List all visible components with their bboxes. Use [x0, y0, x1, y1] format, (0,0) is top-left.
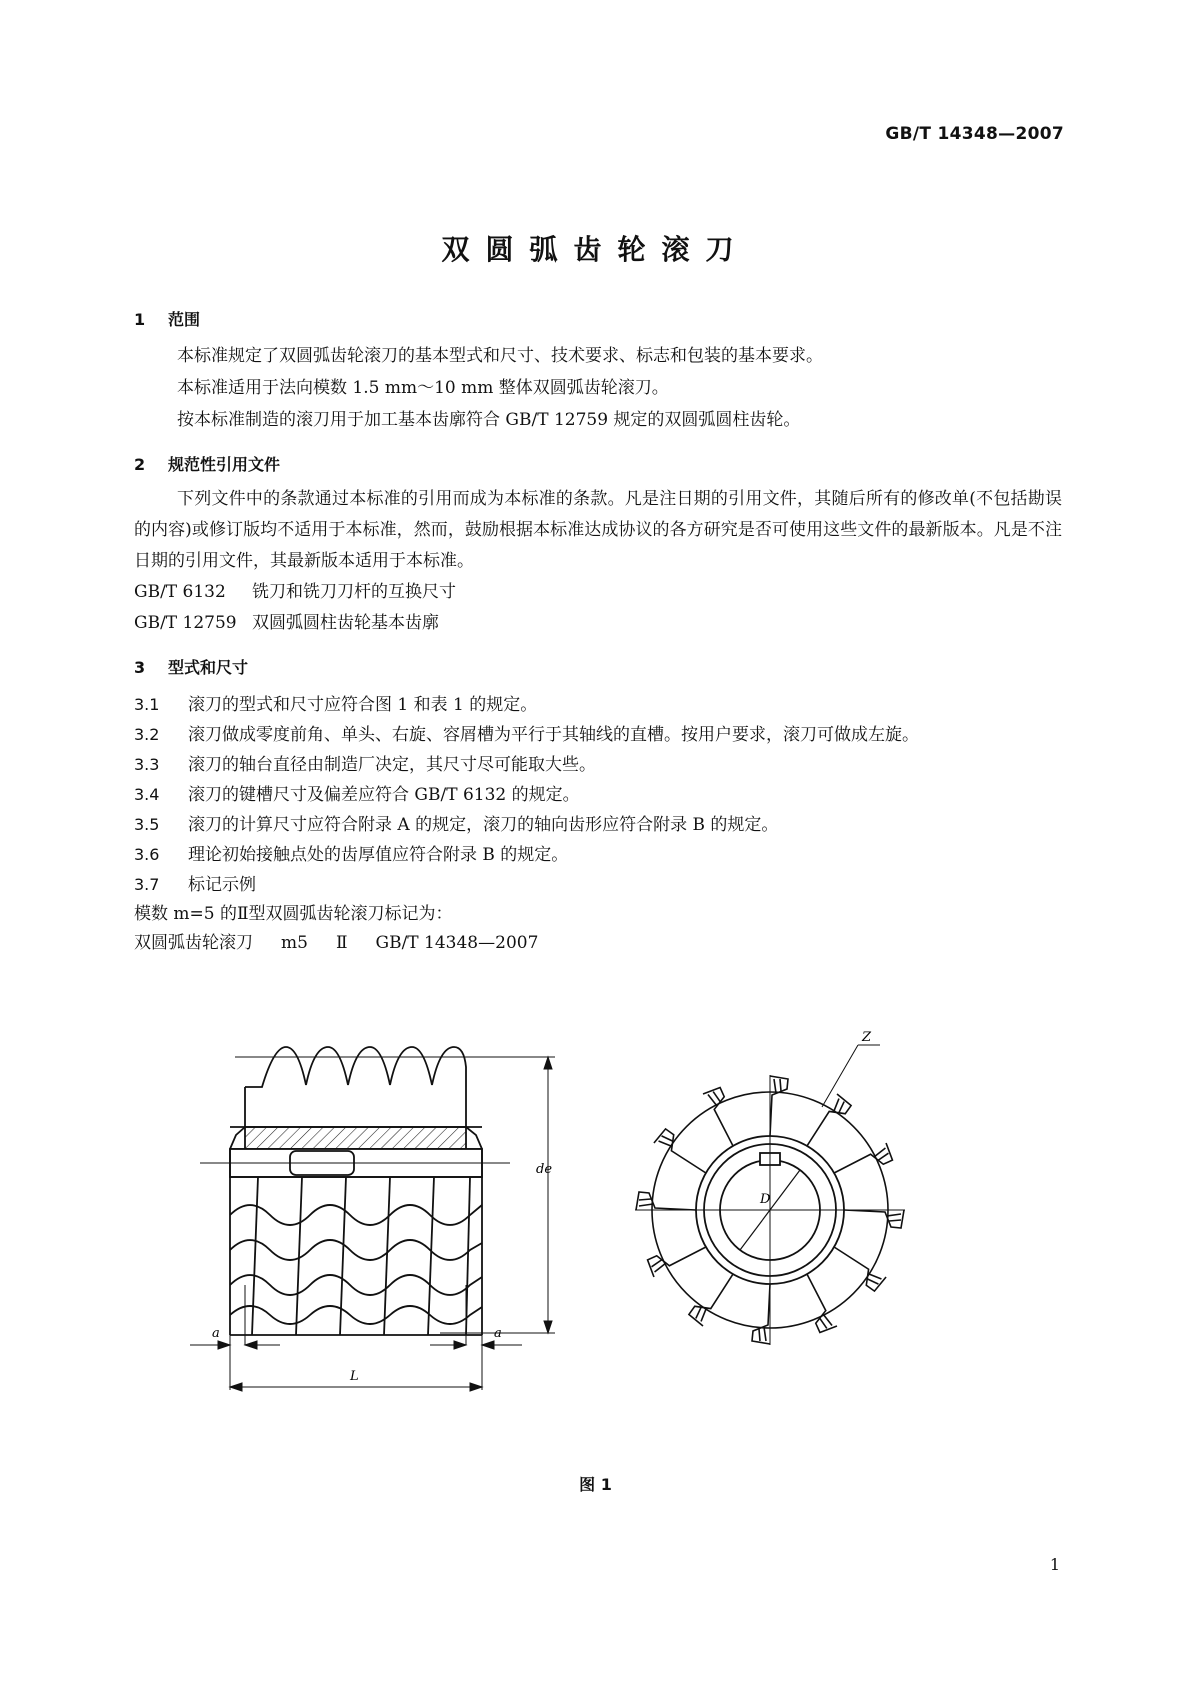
- clause-text: 滚刀的计算尺寸应符合附录 A 的规定，滚刀的轴向齿形应符合附录 B 的规定。: [188, 815, 779, 835]
- clause-number: 3.3: [134, 755, 160, 774]
- reference-title: 铣刀和铣刀刀杆的互换尺寸: [252, 582, 456, 602]
- section-1-body: [134, 340, 1062, 436]
- section-title: 型式和尺寸: [168, 658, 249, 677]
- figure-1-hob-drawing: [190, 1030, 1010, 1465]
- marking-example-intro: 模数 m=5 的Ⅱ型双圆弧齿轮滚刀标记为：: [134, 904, 453, 924]
- clause: [134, 690, 1062, 720]
- clause: [134, 780, 1062, 810]
- clause: [134, 840, 1062, 870]
- section-2-heading: [134, 452, 280, 475]
- clause-text: 滚刀的型式和尺寸应符合图 1 和表 1 的规定。: [188, 695, 538, 715]
- label-L: L: [350, 1369, 359, 1384]
- section-3-body: [134, 690, 1062, 958]
- marking-module: m5: [281, 933, 308, 953]
- label-D: D: [760, 1192, 771, 1207]
- section-number: 3: [134, 658, 146, 677]
- clause-text: 滚刀的键槽尺寸及偏差应符合 GB/T 6132 的规定。: [188, 785, 580, 805]
- standard-number: GB/T 14348—2007: [885, 124, 1064, 144]
- clause-text: 理论初始接触点处的齿厚值应符合附录 B 的规定。: [188, 845, 569, 865]
- label-de: de: [536, 1162, 553, 1177]
- marking-standard: GB/T 14348—2007: [375, 933, 539, 953]
- paragraph: 本标准规定了双圆弧齿轮滚刀的基本型式和尺寸、技术要求、标志和包装的基本要求。: [177, 346, 823, 366]
- marking-type: Ⅱ: [335, 933, 348, 953]
- hob-side-view: [230, 1047, 482, 1335]
- reference-item: [134, 577, 1062, 608]
- clause: [134, 720, 1062, 750]
- label-Z: Z: [862, 1030, 872, 1045]
- label-a-left: a: [212, 1326, 220, 1341]
- clause-number: 3.6: [134, 845, 160, 864]
- marking-example: [134, 929, 1062, 958]
- section-2-body: [134, 484, 1062, 639]
- reference-title: 双圆弧圆柱齿轮基本齿廓: [252, 613, 439, 633]
- clause: [134, 750, 1062, 780]
- section-1-heading: [134, 307, 200, 330]
- paragraph: 本标准适用于法向模数 1.5 mm～10 mm 整体双圆弧齿轮滚刀。: [177, 378, 669, 398]
- page-number: 1: [1049, 1555, 1060, 1574]
- Z-leader: [822, 1045, 858, 1107]
- dimension-de: [235, 1057, 555, 1333]
- section-title: 范围: [168, 310, 201, 329]
- document-title: 双圆弧齿轮滚刀: [441, 233, 750, 266]
- clause: [134, 810, 1062, 840]
- clause-number: 3.5: [134, 815, 160, 834]
- label-a-right: a: [494, 1326, 502, 1341]
- reference-code: GB/T 12759: [134, 613, 237, 633]
- clause-text: 标记示例: [188, 875, 256, 895]
- clause: [134, 870, 1062, 900]
- clause-text: 滚刀做成零度前角、单头、右旋、容屑槽为平行于其轴线的直槽。按用户要求，滚刀可做成左旋。: [188, 725, 919, 745]
- section-number: 2: [134, 455, 146, 474]
- figure-caption: 图 1: [579, 1475, 612, 1494]
- paragraph: 按本标准制造的滚刀用于加工基本齿廓符合 GB/T 12759 规定的双圆弧圆柱齿轮。: [177, 410, 801, 430]
- paragraph: 下列文件中的条款通过本标准的引用而成为本标准的条款。凡是注日期的引用文件，其随后所有的修改单(不包括勘误的内容)或修订版均不适用于本标准，然而，鼓励根据本标准达成协议的各方研究是否可使用这些文件的最新版本。凡是不注日期的引用文件，其最新版本适用于本标准。: [134, 489, 1062, 571]
- clause-text: 滚刀的轴台直径由制造厂决定，其尺寸尽可能取大些。: [188, 755, 596, 775]
- clause-number: 3.4: [134, 785, 160, 804]
- marking-name: 双圆弧齿轮滚刀: [134, 933, 253, 953]
- section-title: 规范性引用文件: [168, 455, 281, 474]
- reference-item: [134, 608, 1062, 639]
- clause-number: 3.7: [134, 875, 160, 894]
- reference-code: GB/T 6132: [134, 582, 226, 602]
- clause-number: 3.1: [134, 695, 160, 714]
- section-3-heading: [134, 655, 248, 678]
- section-number: 1: [134, 310, 146, 329]
- clause-number: 3.2: [134, 725, 160, 744]
